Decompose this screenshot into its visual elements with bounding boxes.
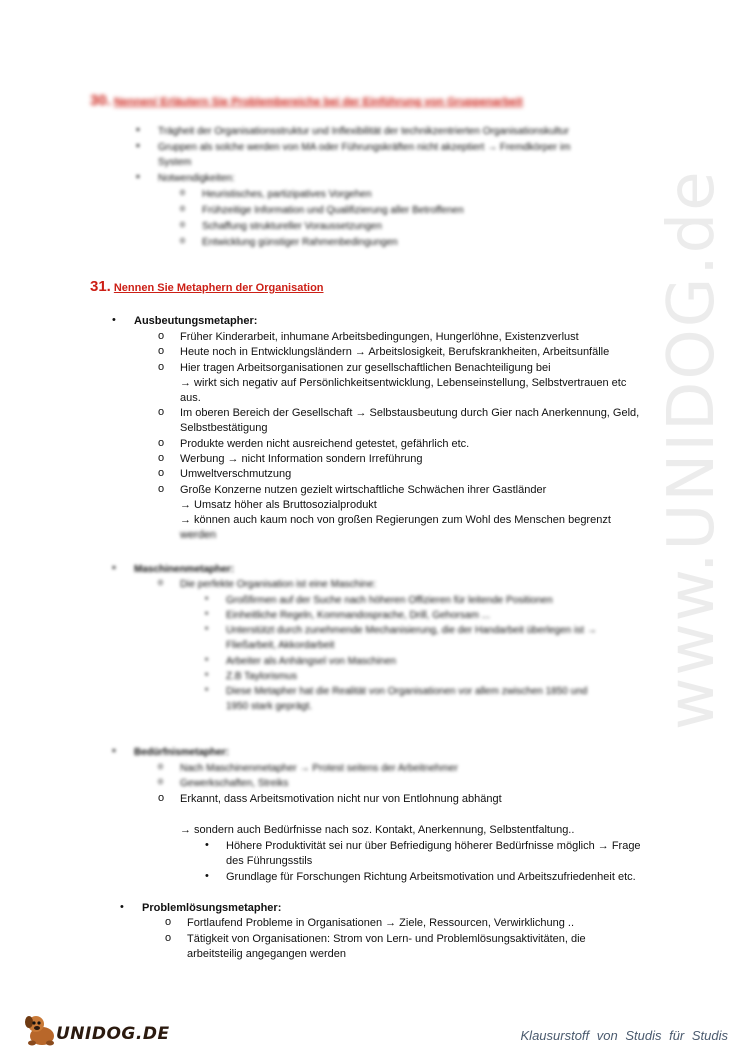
- list-item: Notwendigkeiten:: [158, 173, 235, 184]
- sub-item: Die perfekte Organisation ist eine Maschine:: [180, 579, 377, 590]
- list-item: Gruppen als solche werden von MA oder Führungskräften nicht akzeptiert → Fremdkörper im: [158, 142, 571, 153]
- list-item: arbeitsteilig angegangen werden: [187, 948, 347, 960]
- square-glyph: ▪: [205, 669, 209, 679]
- circle-glyph: o: [180, 203, 186, 213]
- bullet-glyph: •: [136, 140, 140, 152]
- bullet-glyph: •: [136, 124, 140, 136]
- list-item: aus.: [180, 392, 201, 404]
- watermark: www.UNIDOG.de: [655, 169, 729, 730]
- list-item: Tätigkeit von Organisationen: Strom von Lern- und Problemlösungsaktivitäten, die: [187, 933, 586, 945]
- circle-glyph: o: [165, 932, 172, 944]
- list-item: Werbung → nicht Information sondern Irreführung: [180, 453, 423, 465]
- list-item: 1950 stark geprägt.: [226, 701, 313, 712]
- section-31-heading: [90, 278, 324, 295]
- bullet-glyph: •: [136, 171, 140, 183]
- circle-glyph: o: [158, 406, 165, 418]
- circle-glyph: o: [158, 792, 165, 804]
- footer-tagline: Klausurstoff von Studis für Studis: [520, 1028, 728, 1043]
- sub-item: Schaffung struktureller Voraussetzungen: [202, 221, 382, 232]
- ausbeutung-label: Ausbeutungsmetapher:: [134, 315, 258, 327]
- list-item: Höhere Produktivität sei nur über Befriedigung höherer Bedürfnisse möglich → Frage: [226, 840, 641, 852]
- bullet-glyph: •: [112, 314, 116, 326]
- list-item: Große Konzerne nutzen gezielt wirtschaftliche Schwächen ihrer Gastländer: [180, 484, 547, 496]
- bullet-glyph: •: [120, 901, 124, 913]
- list-item: Trägheit der Organisationsstruktur und Inflexibilität der technikzentrierten Organisationskultur: [158, 126, 569, 137]
- list-item: → wirkt sich negativ auf Persönlichkeitsentwicklung, Lebenseinstellung, Selbstvertrauen etc: [180, 377, 627, 389]
- square-glyph: ▪: [205, 593, 209, 603]
- square-glyph: ▪: [205, 623, 209, 633]
- bullet-glyph: •: [205, 870, 209, 882]
- list-item: des Führungsstils: [226, 855, 313, 867]
- list-item: Arbeiter als Anhängsel von Maschinen: [226, 656, 397, 667]
- list-item: Fließarbeit, Akkordarbeit: [226, 640, 335, 651]
- circle-glyph: o: [158, 761, 164, 771]
- circle-glyph: o: [158, 776, 164, 786]
- square-glyph: ▪: [205, 684, 209, 694]
- section-31-number: 31.: [90, 278, 111, 295]
- list-item: Einheitliche Regeln, Kommandosprache, Drill, Gehorsam ...: [226, 610, 491, 621]
- section-31-title: Nennen Sie Metaphern der Organisation: [113, 282, 324, 294]
- sub-item: Heuristisches, partizipatives Vorgehen: [202, 189, 372, 200]
- list-item: System: [158, 157, 192, 168]
- section-30-number: 30.: [90, 92, 111, 109]
- section-30-title: Nennen/ Erläutern Sie Problembereiche bei der Einführung von Gruppenarbeit: [113, 96, 523, 108]
- bullet-glyph: •: [112, 562, 116, 574]
- list-item: Nach Maschinenmetapher → Protest seitens der Arbeitnehmer: [180, 763, 458, 774]
- circle-glyph: o: [158, 452, 165, 464]
- list-item: werden: [180, 529, 217, 541]
- list-item: Früher Kinderarbeit, inhumane Arbeitsbedingungen, Hungerlöhne, Existenzverlust: [180, 331, 579, 343]
- bullet-glyph: •: [205, 839, 209, 851]
- list-item: → können auch kaum noch von großen Regierungen zum Wohl des Menschen begrenzt: [180, 514, 611, 526]
- list-item: → sondern auch Bedürfnisse nach soz. Kontakt, Anerkennung, Selbstentfaltung..: [180, 824, 575, 836]
- circle-glyph: o: [158, 437, 165, 449]
- beduerfnis-label: Bedürfnismetapher:: [134, 747, 230, 758]
- list-item: → Umsatz höher als Bruttosozialprodukt: [180, 499, 377, 511]
- circle-glyph: o: [158, 467, 165, 479]
- list-item: Hier tragen Arbeitsorganisationen zur gesellschaftlichen Benachteiligung bei: [180, 362, 551, 374]
- bullet-glyph: •: [112, 745, 116, 757]
- section-30-heading: [90, 92, 523, 109]
- circle-glyph: o: [158, 483, 165, 495]
- list-item: Umweltverschmutzung: [180, 468, 292, 480]
- list-item: Diese Metapher hat die Realität von Organisationen vor allem zwischen 1850 und: [226, 686, 588, 697]
- sub-item: Frühzeitige Information und Qualifizierung aller Betroffenen: [202, 205, 464, 216]
- list-item: Im oberen Bereich der Gesellschaft → Selbstausbeutung durch Gier nach Anerkennung, Geld,: [180, 407, 640, 419]
- circle-glyph: o: [158, 345, 165, 357]
- square-glyph: ▪: [205, 654, 209, 664]
- list-item: Erkannt, dass Arbeitsmotivation nicht nur von Entlohnung abhängt: [180, 793, 502, 805]
- list-item: Heute noch in Entwicklungsländern → Arbeitslosigkeit, Berufskrankheiten, Arbeitsunfälle: [180, 346, 610, 358]
- list-item: Grundlage für Forschungen Richtung Arbeitsmotivation und Arbeitszufriedenheit etc.: [226, 871, 636, 883]
- logo-text: UNIDOG.DE: [56, 1024, 170, 1044]
- maschine-label: Maschinenmetapher:: [134, 564, 235, 575]
- circle-glyph: o: [158, 361, 165, 373]
- list-item: Produkte werden nicht ausreichend getestet, gefährlich etc.: [180, 438, 470, 450]
- circle-glyph: o: [158, 577, 164, 587]
- list-item: Gewerkschaften, Streiks: [180, 778, 289, 789]
- problem-label: Problemlösungsmetapher:: [142, 902, 282, 914]
- list-item: Unterstützt durch zunehmende Mechanisierung, die der Handarbeit überlegen ist →: [226, 625, 597, 636]
- circle-glyph: o: [180, 235, 186, 245]
- list-item: Z.B Taylorismus: [226, 671, 297, 682]
- list-item: Fortlaufend Probleme in Organisationen → Ziele, Ressourcen, Verwirklichung ..: [187, 917, 575, 929]
- list-item: Selbstbestätigung: [180, 422, 268, 434]
- sub-item: Entwicklung günstiger Rahmenbedingungen: [202, 237, 398, 248]
- unidog-logo[interactable]: [22, 1010, 170, 1050]
- square-glyph: ▪: [205, 608, 209, 618]
- circle-glyph: o: [158, 330, 165, 342]
- circle-glyph: o: [180, 187, 186, 197]
- list-item: Großfirmen auf der Suche nach höheren Offizieren für leitende Positionen: [226, 595, 553, 606]
- circle-glyph: o: [180, 219, 186, 229]
- circle-glyph: o: [165, 916, 172, 928]
